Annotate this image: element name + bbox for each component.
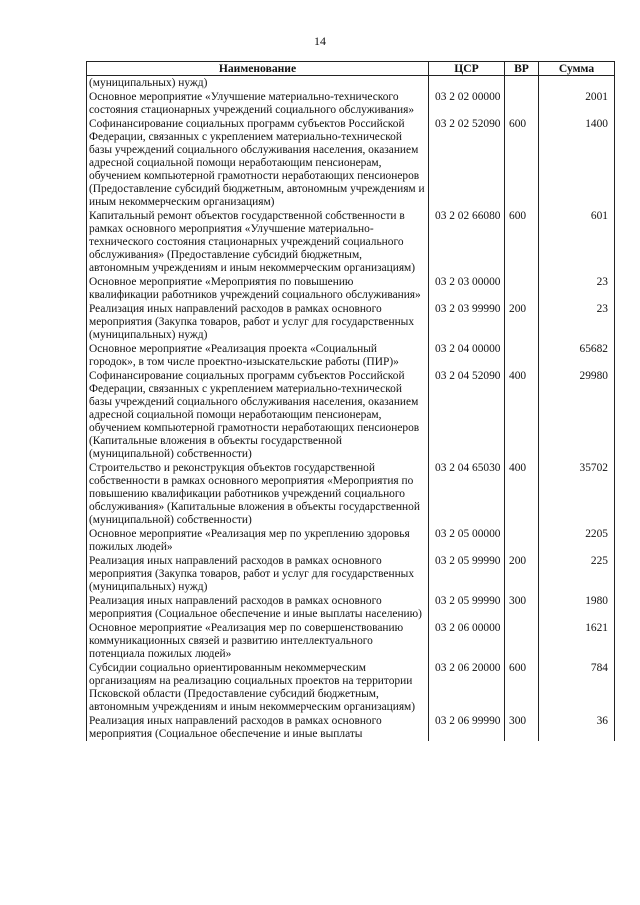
row-sum: 2001 xyxy=(539,90,615,117)
row-csr: 03 2 06 00000 xyxy=(429,621,505,661)
row-sum: 784 xyxy=(539,661,615,714)
table-row xyxy=(87,117,615,209)
table-header-row xyxy=(87,62,615,76)
table-row xyxy=(87,621,615,661)
table-row xyxy=(87,661,615,714)
row-name: Софинансирование социальных программ субъектов Российской Федерации, связанных с укреплением материально-технической базы учреждений социального обслуживания населения, оказанием адресной социальной помощи неработающим пенсионерам, обучением компьютерной грамотности неработающих пенсионеров (Капитальные вложения в объекты государственной (муниципальной) собственности) xyxy=(87,369,429,461)
row-sum: 1400 xyxy=(539,117,615,209)
row-vr xyxy=(505,527,539,554)
budget-table-container xyxy=(86,61,614,741)
row-vr xyxy=(505,76,539,91)
row-csr: 03 2 06 99990 xyxy=(429,714,505,741)
budget-table xyxy=(86,61,615,741)
table-row xyxy=(87,76,615,91)
row-sum: 29980 xyxy=(539,369,615,461)
row-name: Строительство и реконструкция объектов государственной собственности в рамках основного мероприятия «Мероприятия по повышению квалификации работников учреждений социального обслуживания» (Капитальные вложения в объекты государственной (муниципальной) собственности) xyxy=(87,461,429,527)
row-csr: 03 2 04 00000 xyxy=(429,342,505,369)
row-csr: 03 2 05 99990 xyxy=(429,594,505,621)
header-vr: ВР xyxy=(505,62,539,76)
row-name: Реализация иных направлений расходов в рамках основного мероприятия (Социальное обеспечение и иные выплаты населению) xyxy=(87,594,429,621)
row-name: Основное мероприятие «Реализация проекта «Социальный городок», в том числе проектно-изыскательские работы (ПИР)» xyxy=(87,342,429,369)
table-row xyxy=(87,461,615,527)
row-name: Реализация иных направлений расходов в рамках основного мероприятия (Социальное обеспечение и иные выплаты xyxy=(87,714,429,741)
table-row xyxy=(87,714,615,741)
row-name: Субсидии социально ориентированным некоммерческим организациям на реализацию социальных проектов на территории Псковской области (Предоставление субсидий бюджетным, автономным учреждениям и иным некоммерческим организациям) xyxy=(87,661,429,714)
row-vr: 400 xyxy=(505,369,539,461)
row-name: Капитальный ремонт объектов государственной собственности в рамках основного мероприятия «Улучшение материально-технического состояния стационарных учреждений социального обслуживания» (Предоставление субсидий бюджетным, автономным учреждениям и иным некоммерческим организациям) xyxy=(87,209,429,275)
table-row xyxy=(87,369,615,461)
row-sum: 601 xyxy=(539,209,615,275)
row-csr: 03 2 04 65030 xyxy=(429,461,505,527)
table-row xyxy=(87,342,615,369)
table-row xyxy=(87,302,615,342)
row-name: Софинансирование социальных программ субъектов Российской Федерации, связанных с укреплением материально-технической базы учреждений социального обслуживания населения, оказанием адресной социальной помощи неработающим пенсионерам, обучением компьютерной грамотности неработающих пенсионеров (Предоставление субсидий бюджетным, автономным учреждениям и иным некоммерческим организациям) xyxy=(87,117,429,209)
row-csr: 03 2 06 20000 xyxy=(429,661,505,714)
row-vr: 600 xyxy=(505,661,539,714)
row-csr: 03 2 02 52090 xyxy=(429,117,505,209)
row-name: Основное мероприятие «Улучшение материально-технического состояния стационарных учреждений социального обслуживания» xyxy=(87,90,429,117)
row-csr xyxy=(429,76,505,91)
row-csr: 03 2 03 99990 xyxy=(429,302,505,342)
row-vr xyxy=(505,90,539,117)
header-sum: Сумма xyxy=(539,62,615,76)
row-csr: 03 2 02 00000 xyxy=(429,90,505,117)
header-csr: ЦСР xyxy=(429,62,505,76)
table-row xyxy=(87,527,615,554)
row-vr: 200 xyxy=(505,302,539,342)
row-vr: 300 xyxy=(505,594,539,621)
table-row xyxy=(87,594,615,621)
row-name: Основное мероприятие «Реализация мер по совершенствованию коммуникационных связей и развитию интеллектуального потенциала пожилых людей» xyxy=(87,621,429,661)
row-csr: 03 2 04 52090 xyxy=(429,369,505,461)
table-row xyxy=(87,554,615,594)
row-csr: 03 2 05 99990 xyxy=(429,554,505,594)
row-name: Реализация иных направлений расходов в рамках основного мероприятия (Закупка товаров, работ и услуг для государственных (муниципальных) нужд) xyxy=(87,554,429,594)
row-csr: 03 2 03 00000 xyxy=(429,275,505,302)
row-vr xyxy=(505,275,539,302)
row-vr: 400 xyxy=(505,461,539,527)
header-name: Наименование xyxy=(87,62,429,76)
table-row xyxy=(87,209,615,275)
row-name: Основное мероприятие «Реализация мер по укреплению здоровья пожилых людей» xyxy=(87,527,429,554)
row-vr: 600 xyxy=(505,209,539,275)
page-number: 14 xyxy=(314,34,326,48)
row-vr: 200 xyxy=(505,554,539,594)
row-csr: 03 2 02 66080 xyxy=(429,209,505,275)
table-row xyxy=(87,90,615,117)
row-sum: 65682 xyxy=(539,342,615,369)
row-vr: 300 xyxy=(505,714,539,741)
table-row xyxy=(87,275,615,302)
row-vr xyxy=(505,342,539,369)
row-sum xyxy=(539,76,615,91)
row-sum: 36 xyxy=(539,714,615,741)
row-sum: 1621 xyxy=(539,621,615,661)
row-vr xyxy=(505,621,539,661)
row-name: Основное мероприятие «Мероприятия по повышению квалификации работников учреждений социального обслуживания» xyxy=(87,275,429,302)
row-sum: 23 xyxy=(539,302,615,342)
row-sum: 1980 xyxy=(539,594,615,621)
row-name: Реализация иных направлений расходов в рамках основного мероприятия (Закупка товаров, работ и услуг для государственных (муниципальных) нужд) xyxy=(87,302,429,342)
row-sum: 225 xyxy=(539,554,615,594)
row-csr: 03 2 05 00000 xyxy=(429,527,505,554)
row-sum: 35702 xyxy=(539,461,615,527)
row-vr: 600 xyxy=(505,117,539,209)
row-sum: 23 xyxy=(539,275,615,302)
row-name: (муниципальных) нужд) xyxy=(87,76,429,91)
row-sum: 2205 xyxy=(539,527,615,554)
